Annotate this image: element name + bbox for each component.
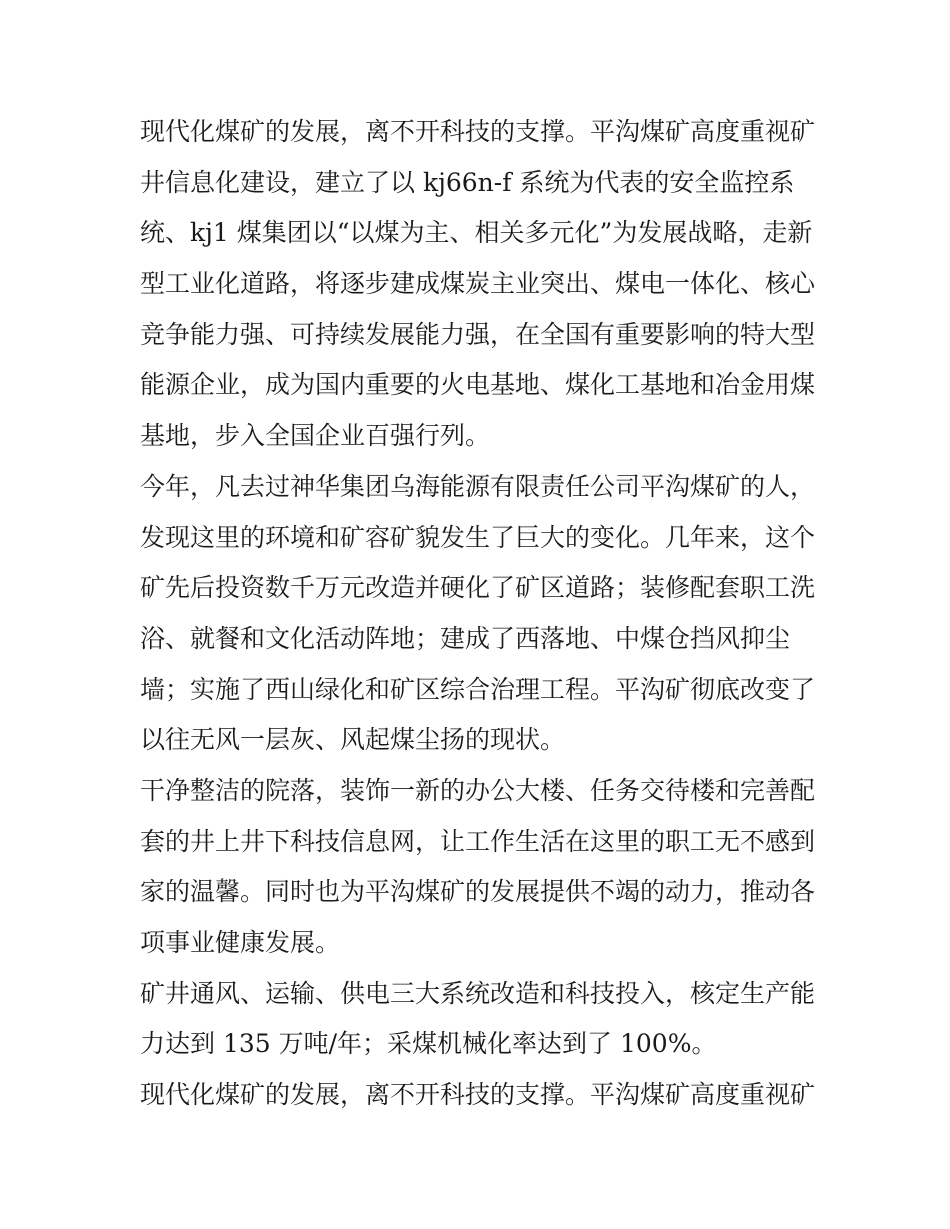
paragraph-3 (140, 766, 816, 969)
text-line: 现代化煤矿的发展，离不开科技的支撑。平沟煤矿高度重视矿 (140, 117, 816, 146)
text-line: 统、kj1 煤集团以“以煤为主、相关多元化”为发展战略，走新 (140, 218, 813, 248)
text-line: 能源企业，成为国内重要的火电基地、煤化工基地和冶金用煤 (140, 370, 816, 400)
text-line: 型工业化道路，将逐步建成煤炭主业突出、煤电一体化、核心 (140, 269, 816, 299)
text-line: 力达到 135 万吨/年；采煤机械化率达到了 100%。 (140, 1029, 717, 1059)
document-body (140, 107, 816, 1121)
text-line: 基地，步入全国企业百强行列。 (140, 421, 491, 451)
text-line: 套的井上井下科技信息网，让工作生活在这里的职工无不感到 (140, 826, 816, 856)
text-line: 矿井通风、运输、供电三大系统改造和科技投入，核定生产能 (140, 978, 816, 1008)
paragraph-4 (140, 969, 816, 1070)
text-line: 矿先后投资数千万元改造并硬化了矿区道路；装修配套职工洗 (140, 573, 816, 603)
text-line: 项事业健康发展。 (140, 928, 341, 957)
text-line: 今年，凡去过神华集团乌海能源有限责任公司平沟煤矿的人， (140, 471, 816, 501)
text-line: 浴、就餐和文化活动阵地；建成了西落地、中煤仓挡风抑尘 (140, 623, 791, 653)
text-line: 干净整洁的院落，装饰一新的办公大楼、任务交待楼和完善配 (140, 775, 816, 805)
paragraph-1 (140, 107, 816, 462)
text-line: 家的温馨。同时也为平沟煤矿的发展提供不竭的动力，推动各 (140, 877, 816, 907)
text-line: 墙；实施了西山绿化和矿区综合治理工程。平沟矿彻底改变了 (140, 674, 816, 704)
text-line: 发现这里的环境和矿容矿貌发生了巨大的变化。几年来，这个 (140, 522, 816, 552)
text-line: 现代化煤矿的发展，离不开科技的支撑。平沟煤矿高度重视矿 (140, 1080, 816, 1110)
paragraph-5 (140, 1070, 816, 1121)
text-line: 竞争能力强、可持续发展能力强，在全国有重要影响的特大型 (140, 319, 816, 349)
text-line: 以往无风一层灰、风起煤尘扬的现状。 (140, 725, 566, 755)
text-line: 井信息化建设，建立了以 kj66n-f 系统为代表的安全监控系 (140, 167, 795, 197)
paragraph-2 (140, 462, 816, 766)
